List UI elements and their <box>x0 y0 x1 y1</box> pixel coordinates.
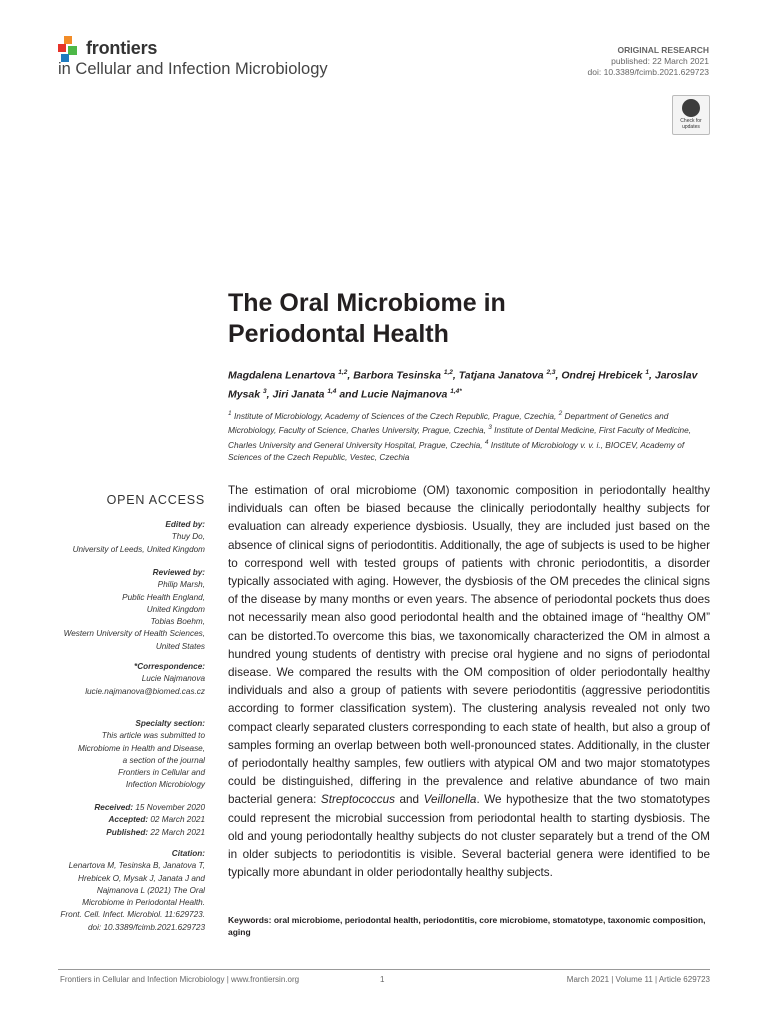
check-updates-label: Check for updates <box>680 118 702 130</box>
journal-name: in Cellular and Infection Microbiology <box>58 60 328 78</box>
footer-issue: March 2021 | Volume 11 | Article 629723 <box>566 975 710 984</box>
abstract: The estimation of oral microbiome (OM) taxonomic composition in periodontally healthy individuals can often be biased because the clinically periodontally healthy subjects for evaluation can already experience dysbiosis. Usually, they are included just based on the absence of clinical signs of periodontitis. Additionally, the age of subjects is used to be higher to correspond well with tested groups of patients with chronic periodontitis, a disorder typically associated with aging. However, the dysbiosis of the OM precedes the clinical signs of the disease by many months or even years. The absence of periodontal pockets thus does not necessarily mean also good periodontal health and the obtained image of “healthy OM” can be distorted.To overcome this bias, we taxonomically characterized the OM in almost a hundred young students of dentistry with precise oral hygiene and no signs of periodontal disease. We compared the results with the OM composition of older periodontally healthy individuals and also a group of patients with severe periodontitis (aggressive periodontitis according to former classification system). The clustering analysis revealed not only two compact clearly separated clusters corresponding to each state of health, but also a group of samples forming an overlap between both well-pronounced states. Additionally, in the cluster of periodontally healthy samples, few outliers with atypical OM and two major stomatotypes could be distinguished, differing in the prevalence and relative abundance of two main bacterial genera: Streptococcus and Veillonella. We hypothesize that the two stomatotypes could represent the microbial succession from periodontal health to starting dysbiosis. The old and young periodontally healthy subjects do not cluster separately but a trend of the OM in older subjects to periodontitis is visible. Several bacterial genera were identified to be typically more abundant in older periodontally healthy subjects. <box>228 484 711 880</box>
correspondence-email[interactable]: lucie.najmanova@biomed.cas.cz <box>85 686 205 696</box>
author[interactable]: Barbora Tesinska <box>353 369 441 382</box>
open-access-label: OPEN ACCESS <box>106 493 205 507</box>
page-number: 1 <box>380 975 385 984</box>
citation: Citation: Lenartova M, Tesinska B, Janatova T, Hrebicek O, Mysak J, Janata J and Najmanova L (2021) The Oral Microbiome in Periodontal Health. Front. Cell. Infect. Microbiol. 11:629723. doi: 10.3389/fcimb.2021.629723 <box>60 849 205 932</box>
author[interactable]: Magdalena Lenartova <box>228 369 336 382</box>
footer-divider <box>58 969 710 970</box>
brand-name: frontiers <box>86 38 158 58</box>
author-list: Magdalena Lenartova $^{1,2}$, Barbora Tesinska $^{1,2}$, Tatjana Janatova $^{2,3}$, Ondrej Hrebicek $^1$, Jaroslav Mysak $^3$, Jiri Janata $^{1,4}$ and Lucie Najmanova $^{1,4*}$ <box>228 369 698 400</box>
author[interactable]: Jiri Janata <box>272 388 325 400</box>
citation-doi-link[interactable]: doi: 10.3389/fcimb.2021.629723 <box>88 922 205 932</box>
footer-journal[interactable]: Frontiers in Cellular and Infection Microbiology | www.frontiersin.org <box>60 975 300 984</box>
published-date: published: 22 March 2021 <box>611 56 709 66</box>
author[interactable]: Tatjana Janatova <box>458 369 544 382</box>
edited-by: Edited by: Thuy Do, University of Leeds, United Kingdom <box>72 520 205 554</box>
article-title: The Oral Microbiome in Periodontal Health <box>228 289 506 348</box>
author[interactable]: Jaroslav Mysak <box>228 369 698 400</box>
doi-link[interactable]: doi: 10.3389/fcimb.2021.629723 <box>587 67 709 77</box>
specialty-section: Specialty section: This article was submitted to Microbiome in Health and Disease, a section of the journal Frontiers in Cellular and Infection Microbiology <box>78 719 205 790</box>
dates: Received: 15 November 2020 Accepted: 02 March 2021 Published: 22 March 2021 <box>94 803 205 837</box>
reviewed-by: Reviewed by: Philip Marsh, Public Health England, United Kingdom Tobias Boehm, Western University of Health Sciences, United States <box>63 568 205 651</box>
correspondence: *Correspondence: Lucie Najmanova lucie.najmanova@biomed.cas.cz <box>85 662 205 696</box>
author[interactable]: Lucie Najmanova <box>360 388 448 400</box>
article-type: ORIGINAL RESEARCH <box>617 45 709 55</box>
keywords: Keywords: oral microbiome, periodontal health, periodontitis, core microbiome, stomatotype, taxonomic composition, aging <box>228 915 706 937</box>
affiliations: $^1$ Institute of Microbiology, Academy of Sciences of the Czech Republic, Prague, Czechia, $^2$ Department of Genetics and Microbiology, Faculty of Science, Charles University, Prague, Czechia, $^3$ Institute of Dental Medicine, First Faculty of Medicine, Charles University and General University Hospital, Prague, Czechia, $^4$ Institute of Microbiology v. v. i., BIOCEV, Academy of Sciences of the Czech Republic, Vestec, Czechia <box>228 410 692 462</box>
check-updates-icon <box>682 99 700 117</box>
author[interactable]: Ondrej Hrebicek <box>561 369 643 382</box>
check-for-updates-button[interactable] <box>672 95 710 135</box>
